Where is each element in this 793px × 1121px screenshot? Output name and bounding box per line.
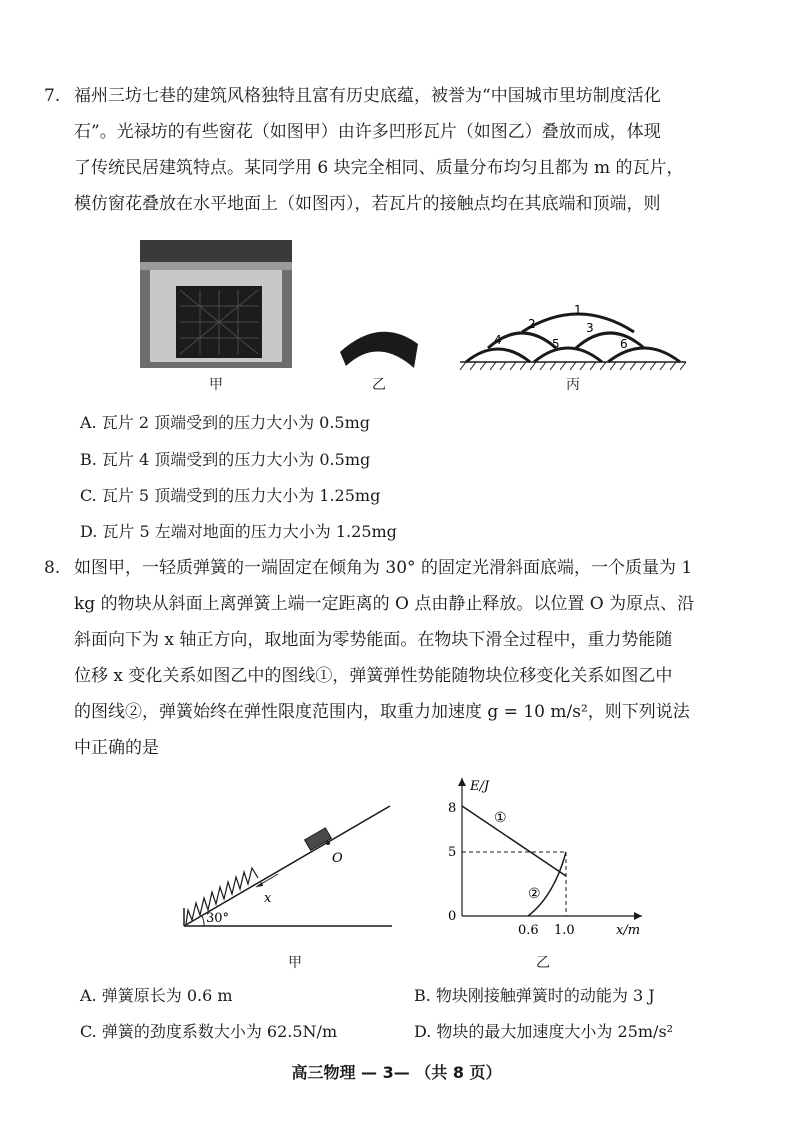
y-axis-label: E/J — [470, 779, 490, 794]
q8-line-1: 如图甲，一轻质弹簧的一端固定在倾角为 30° 的固定光滑斜面底端，一个质量为 1 — [74, 558, 693, 578]
q7-option-b: B. 瓦片 4 顶端受到的压力大小为 0.5mg — [80, 450, 371, 469]
point-o-label: O — [332, 851, 343, 866]
origin-label: 0 — [448, 909, 457, 924]
x-tick-1-0: 1.0 — [554, 923, 575, 938]
y-tick-8: 8 — [448, 801, 457, 816]
q8-line-3: 斜面向下为 x 轴正方向，取地面为零势能面。在物块下滑全过程中，重力势能随 — [74, 630, 673, 650]
x-axis-label: x — [264, 891, 272, 906]
q8-line-4: 位移 x 变化关系如图乙中的图线①，弹簧弹性势能随物块位移变化关系如图乙中 — [74, 666, 673, 686]
window-photo — [140, 240, 292, 368]
q7-line-1: 福州三坊七巷的建筑风格独特且富有历史底蕴，被誉为“中国城市里坊制度活化 — [74, 86, 661, 106]
energy-graph — [440, 772, 650, 942]
q7-caption-jia: 甲 — [209, 377, 223, 393]
q7-number: 7. — [44, 86, 61, 106]
q7-option-c: C. 瓦片 5 顶端受到的压力大小为 1.25mg — [80, 486, 381, 505]
tile-label-6: 6 — [620, 337, 628, 351]
q8-line-6: 中正确的是 — [74, 738, 159, 758]
page-footer: 高三物理 — 3— （共 8 页） — [291, 1063, 502, 1082]
q8-number: 8. — [44, 558, 61, 578]
incline-spring-figure — [178, 800, 402, 940]
tile-label-4: 4 — [494, 333, 502, 347]
q7-option-a: A. 瓦片 2 顶端受到的压力大小为 0.5mg — [80, 413, 371, 432]
y-tick-5: 5 — [448, 845, 457, 860]
curve-2-spring-pe — [528, 852, 566, 916]
q8-line-5: 的图线②，弹簧始终在弹性限度范围内，取重力加速度 g = 10 m/s²，则下列说法 — [74, 702, 690, 722]
q8-option-a: A. 弹簧原长为 0.6 m — [80, 986, 233, 1005]
q8-option-b: B. 物块刚接触弹簧时的动能为 3 J — [414, 986, 655, 1005]
x-tick-0-6: 0.6 — [518, 923, 539, 938]
curve-1-label: ① — [494, 810, 507, 826]
q8-line-2: kg 的物块从斜面上离弹簧上端一定距离的 O 点由静止释放。以位置 O 为原点、沿 — [74, 594, 695, 614]
q7-line-3: 了传统民居建筑特点。某同学用 6 块完全相同、质量分布均匀且都为 m 的瓦片， — [74, 158, 684, 178]
curve-2-label: ② — [528, 886, 541, 902]
stacked-tiles-figure — [458, 302, 690, 374]
q7-option-d: D. 瓦片 5 左端对地面的压力大小为 1.25mg — [80, 522, 397, 541]
q7-line-4: 模仿窗花叠放在水平地面上（如图丙），若瓦片的接触点均在其底端和顶端，则 — [74, 194, 661, 214]
tile-label-1: 1 — [574, 303, 582, 317]
x-axis-unit-label: x/m — [616, 923, 641, 938]
tile-label-3: 3 — [586, 321, 594, 335]
q7-caption-bing: 丙 — [566, 377, 580, 393]
q8-caption-jia: 甲 — [288, 955, 302, 971]
tile-label-2: 2 — [528, 317, 536, 331]
curve-1-gravity-pe — [462, 806, 566, 876]
q7-line-2: 石”。光禄坊的有些窗花（如图甲）由许多凹形瓦片（如图乙）叠放而成，体现 — [74, 122, 661, 142]
q8-option-d: D. 物块的最大加速度大小为 25m/s² — [414, 1022, 674, 1041]
tile-label-5: 5 — [552, 337, 560, 351]
concave-tile-figure — [336, 318, 422, 370]
angle-label: 30° — [206, 911, 230, 926]
q8-option-c: C. 弹簧的劲度系数大小为 62.5N/m — [80, 1022, 338, 1041]
q7-caption-yi: 乙 — [372, 377, 386, 393]
q8-caption-yi: 乙 — [536, 955, 550, 971]
